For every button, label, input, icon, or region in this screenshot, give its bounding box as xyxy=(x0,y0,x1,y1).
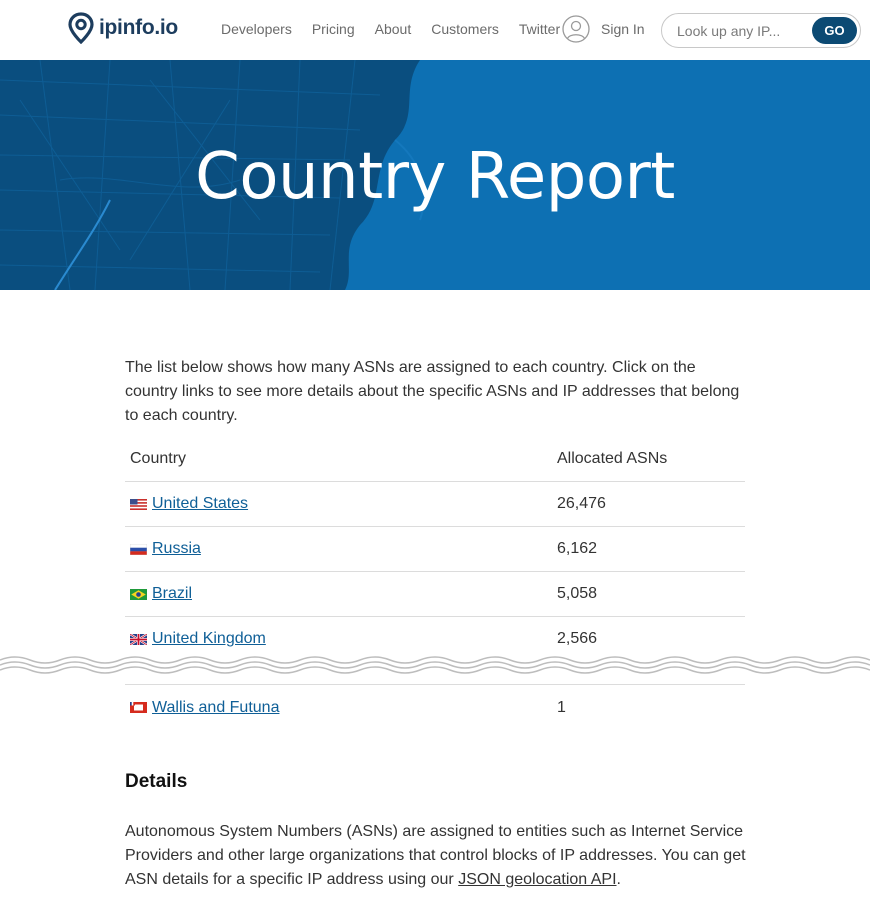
asn-count: 5,058 xyxy=(557,585,598,602)
table-row xyxy=(125,685,745,730)
asn-table xyxy=(125,436,745,662)
table-row xyxy=(125,572,745,617)
country-link[interactable]: Russia xyxy=(152,540,201,557)
json-geolocation-api-link[interactable]: JSON geolocation API xyxy=(458,871,617,888)
top-navbar xyxy=(0,0,870,60)
details-heading: Details xyxy=(125,771,188,792)
gb-flag-icon xyxy=(130,634,147,645)
ip-search-input[interactable] xyxy=(662,16,802,46)
table-row xyxy=(125,482,745,527)
country-link[interactable]: United Kingdom xyxy=(152,630,266,647)
us-flag-icon xyxy=(130,499,147,510)
country-link[interactable]: Wallis and Futuna xyxy=(152,698,280,716)
nav-customers[interactable]: Customers xyxy=(431,21,499,37)
nav-developers[interactable]: Developers xyxy=(221,21,292,37)
asn-count: 6,162 xyxy=(557,540,598,557)
list-break-separator xyxy=(0,654,870,676)
main-nav xyxy=(221,21,580,37)
table-last-row xyxy=(125,684,745,729)
ru-flag-icon xyxy=(130,544,147,555)
country-link[interactable]: Brazil xyxy=(152,585,193,602)
table-header-row xyxy=(125,436,745,482)
asns-column-header: Allocated ASNs xyxy=(557,449,668,467)
table-row xyxy=(125,527,745,572)
details-text xyxy=(125,820,755,892)
go-button[interactable]: GO xyxy=(812,17,857,44)
details-text-before: Autonomous System Numbers (ASNs) are assigned to entities such as Internet Service Providers and other large organizations that control blocks of IP addresses. You can get ASN details for a specific IP address using our xyxy=(125,823,746,888)
details-text-after: . xyxy=(616,871,621,888)
nav-about[interactable]: About xyxy=(374,21,412,37)
logo-link[interactable] xyxy=(68,12,178,44)
country-column-header: Country xyxy=(130,449,187,467)
user-avatar-icon[interactable] xyxy=(562,15,590,43)
page-title: Country Report xyxy=(195,140,675,214)
hero-banner xyxy=(0,60,870,290)
user-area xyxy=(562,15,645,43)
sign-in-link[interactable]: Sign In xyxy=(601,21,645,37)
logo-text: ipinfo.io xyxy=(99,16,178,39)
location-pin-icon xyxy=(68,12,94,44)
br-flag-icon xyxy=(130,589,147,600)
asn-count: 2,566 xyxy=(557,630,598,647)
country-link[interactable]: United States xyxy=(152,495,249,512)
wf-flag-icon xyxy=(130,702,147,713)
asn-count: 1 xyxy=(557,698,566,716)
nav-pricing[interactable]: Pricing xyxy=(311,21,355,37)
nav-twitter[interactable]: Twitter xyxy=(518,21,561,37)
asn-count: 26,476 xyxy=(557,495,606,512)
ip-search-box xyxy=(661,13,861,48)
intro-text: The list below shows how many ASNs are assigned to each country. Click on the country links to see more details about the specific ASNs and IP addresses that belong to each country. xyxy=(125,359,740,424)
